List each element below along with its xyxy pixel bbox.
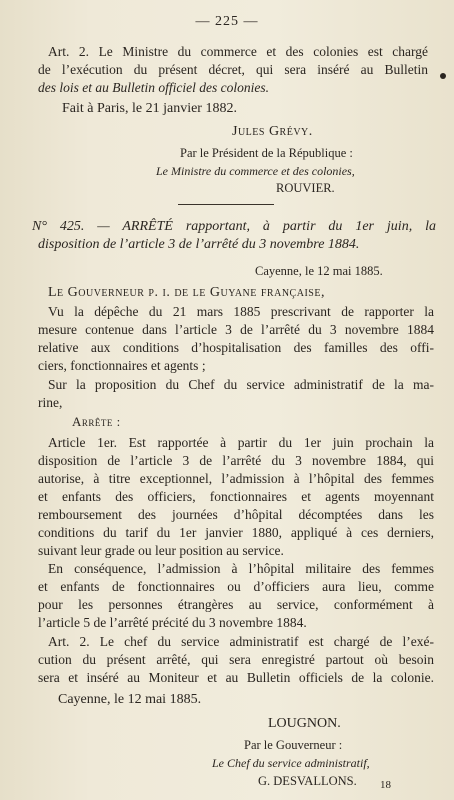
- article1-line: suivant leur grade ou leur position au service.: [38, 543, 284, 558]
- dateline: Cayenne, le 12 mai 1885.: [255, 264, 383, 278]
- article1-line: remboursement des journées d’hôpital décomptées dans les: [38, 507, 434, 522]
- decree-article-line: Art. 2. Le Ministre du commerce et des colonies est chargé: [48, 44, 428, 59]
- article2-line: cution du présent arrêté, qui sera enregistré partout où besoin: [38, 652, 434, 667]
- closing-dateline: Cayenne, le 12 mai 1885.: [58, 692, 202, 707]
- section-divider: [178, 204, 274, 205]
- article1-line: autorise, à titre exceptionnel, l’admission à l’hôpital des femmes: [38, 471, 434, 486]
- signature-grevy: Jules Grévy.: [232, 124, 313, 139]
- signature-lougnon: LOUGNON.: [268, 716, 341, 731]
- vu-line: relative aux conditions d’hospitalisation des familles des offi-: [38, 340, 434, 355]
- page-number: — 225 —: [195, 14, 259, 29]
- article2-line: Art. 2. Le chef du service administratif est chargé de l’exé-: [48, 634, 434, 649]
- consequence-line: l’article 5 de l’arrêté précité du 3 novembre 1884.: [38, 615, 307, 630]
- decree-article-line: de l’exécution du présent décret, qui sera inséré au Bulletin: [38, 62, 428, 77]
- article2-line: sera et inséré au Moniteur et au Bulletin officiels de la colonie.: [38, 670, 434, 685]
- vu-line: Vu la dépêche du 21 mars 1885 prescrivant de rapporter la: [48, 304, 434, 319]
- consequence-line: et enfants de fonctionnaires ou d’officiers aura lieu, comme: [38, 579, 434, 594]
- par-le-gouverneur: Par le Gouverneur :: [244, 738, 343, 752]
- consequence-line: pour les personnes étrangères au service, conformément à: [38, 597, 434, 612]
- consequence-line: En conséquence, l’admission à l’hôpital militaire des femmes: [48, 561, 434, 576]
- signature-desvallons: G. DESVALLONS.: [258, 774, 357, 788]
- article1-line: et enfants des officiers, fonctionnaires et agents moyennant: [38, 489, 434, 504]
- article1-line: conditions du tarif du 1er janvier 1880, appliqué à ces derniers,: [38, 525, 434, 540]
- sur-line: rine,: [38, 395, 63, 410]
- le-chef: Le Chef du service administratif,: [212, 756, 370, 770]
- vu-line: ciers, fonctionnaires et agents ;: [38, 358, 206, 373]
- decree-article-line: des lois et au Bulletin officiel des colonies.: [38, 80, 269, 95]
- le-gouverneur: Le Gouverneur p. i. de le Guyane française,: [48, 285, 325, 300]
- arrete-title-line: disposition de l’article 3 de l’arrêté du 3 novembre 1884.: [38, 237, 360, 252]
- sur-line: Sur la proposition du Chef du service administratif de la ma-: [48, 377, 434, 392]
- article1-line: disposition de l’article 3 de l’arrêté du 3 novembre 1884, qui: [38, 453, 434, 468]
- vu-line: mesure contenue dans l’article 3 de l’arrêté du 3 novembre 1884: [38, 322, 434, 337]
- signature-rouvier: ROUVIER.: [276, 181, 335, 195]
- fait-a-paris: Fait à Paris, le 21 janvier 1882.: [62, 101, 237, 116]
- par-le-president: Par le Président de la République :: [180, 146, 353, 160]
- arrete-label: Arrête :: [72, 414, 121, 429]
- le-ministre: Le Ministre du commerce et des colonies,: [156, 164, 355, 178]
- article1-line: Article 1er. Est rapportée à partir du 1er juin prochain la: [48, 435, 434, 450]
- arrete-title-line: N° 425. — ARRÊTÉ rapportant, à partir du 1er juin, la: [32, 219, 436, 234]
- ink-spot: [440, 73, 446, 79]
- footer-mark: 18: [380, 779, 391, 791]
